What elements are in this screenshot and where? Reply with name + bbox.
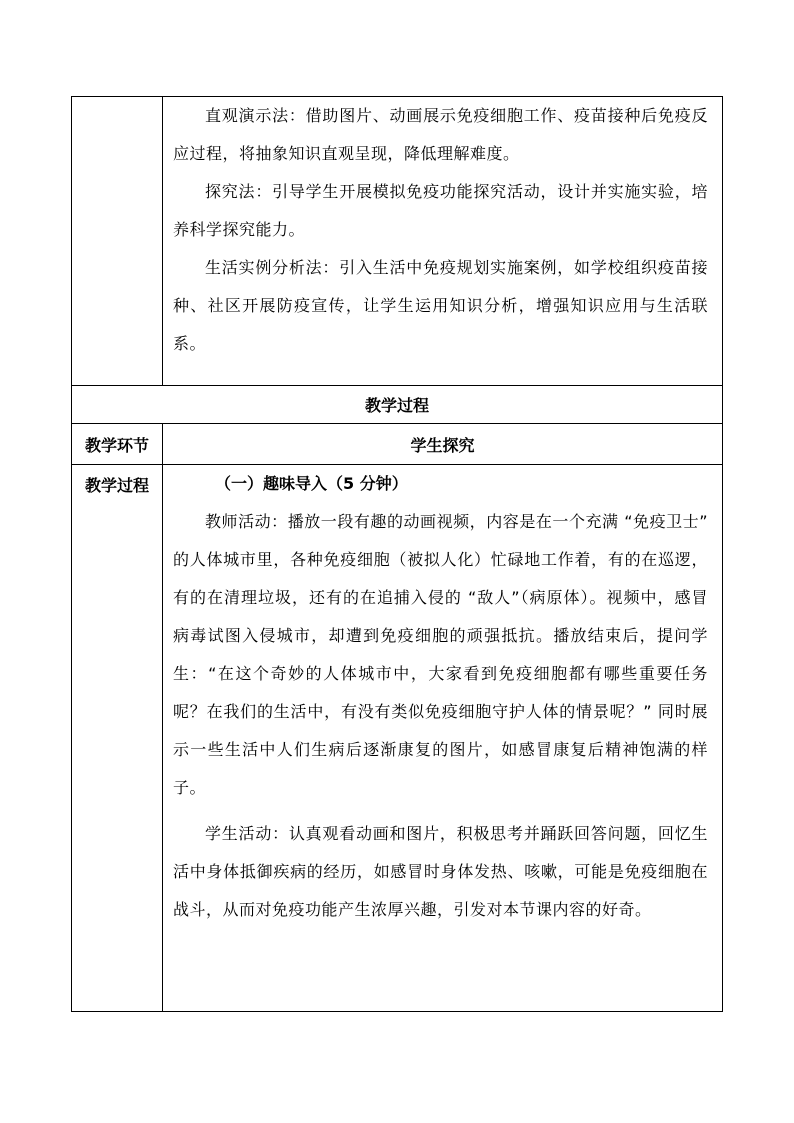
teacher-activity-paragraph: 教师活动：播放一段有趣的动画视频，内容是在一个充满 “免疫卫士” 的人体城市里，各种免疫细胞（被拟人化）忙碌地工作着，有的在巡逻，有的在清理垃圾，还有的在追捕入侵的 “敌人”（病原体）。视频中，感冒病毒试图入侵城市，却遭到免疫细胞的顽强抵抗。播放结束后，提问学生：“在这个奇妙的人体城市中，大家看到免疫细胞都有哪些重要任务呢？在我们的生活中，有没有类似免疫细胞守护人体的情景呢？” 同时展示一些生活中人们生病后逐渐康复的图片，如感冒康复后精神饱满的样子。 <box>173 512 708 797</box>
section-header-row <box>72 386 723 424</box>
column-header-row <box>72 424 723 465</box>
process-row <box>72 465 723 1012</box>
process-label: 教学过程 <box>72 465 163 1012</box>
col-header-stage: 教学环节 <box>72 424 163 465</box>
lesson-plan-table <box>71 96 723 1012</box>
method-paragraph-inquiry: 探究法：引导学生开展模拟免疫功能探究活动，设计并实施实验，培养科学探究能力。 <box>173 182 708 239</box>
method-paragraph-case-analysis: 生活实例分析法：引入生活中免疫规划实施案例，如学校组织疫苗接种、社区开展防疫宣传，让学生运用知识分析，增强知识应用与生活联系。 <box>173 258 708 353</box>
col-header-student-inquiry: 学生探究 <box>163 424 723 465</box>
section-header: 教学过程 <box>72 386 723 424</box>
method-paragraph-demo: 直观演示法：借助图片、动画展示免疫细胞工作、疫苗接种后免疫反应过程，将抽象知识直观呈现，降低理解难度。 <box>173 106 708 163</box>
intro-title: （一）趣味导入（5 分钟） <box>215 474 408 493</box>
process-content-cell <box>163 465 723 1012</box>
student-activity-paragraph: 学生活动：认真观看动画和图片，积极思考并踊跃回答问题，回忆生活中身体抵御疾病的经历，如感冒时身体发热、咳嗽，可能是免疫细胞在战斗，从而对免疫功能产生浓厚兴趣，引发对本节课内容的好奇。 <box>173 824 708 919</box>
methods-content-cell <box>163 97 723 386</box>
methods-label-cell <box>72 97 163 386</box>
teaching-methods-row <box>72 97 723 386</box>
